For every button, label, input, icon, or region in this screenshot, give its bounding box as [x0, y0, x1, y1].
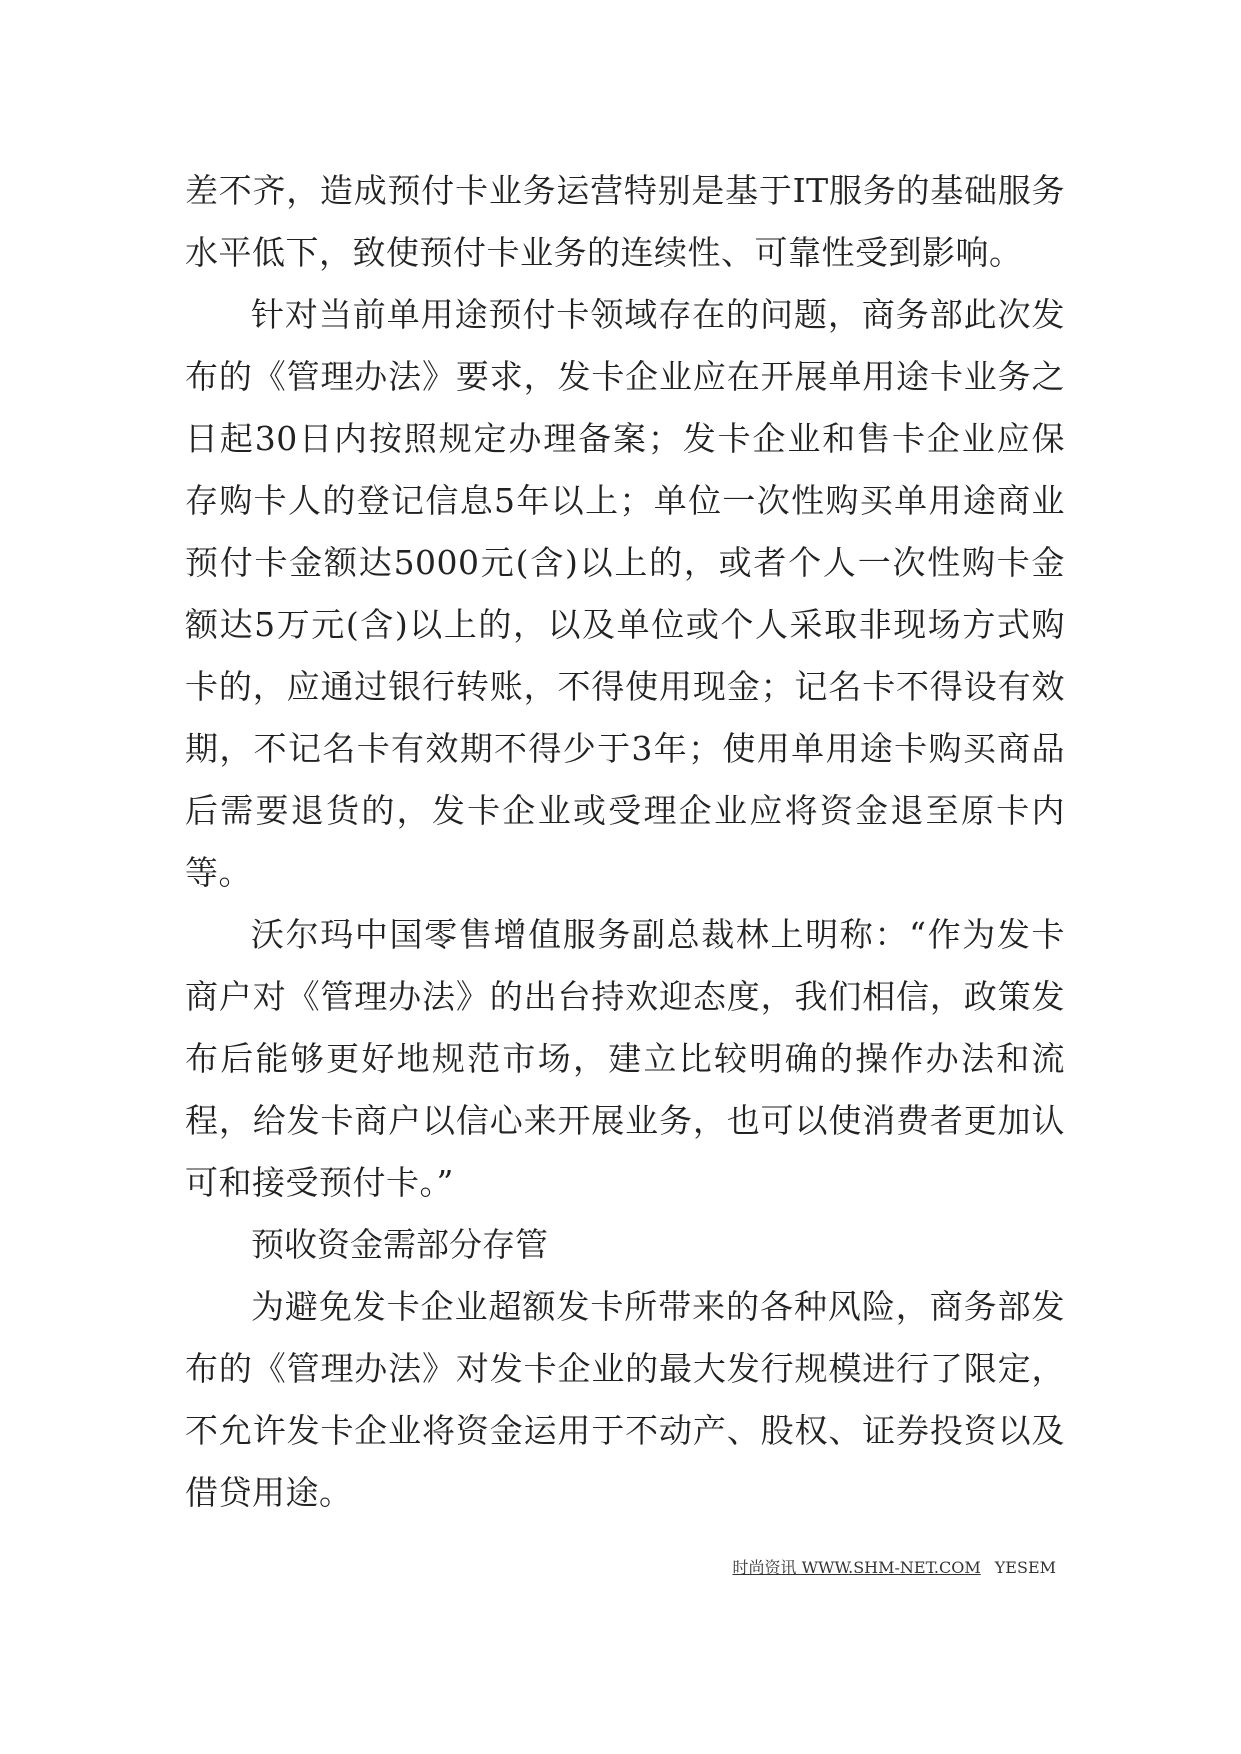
paragraph-continuation: 差不齐，造成预付卡业务运营特别是基于IT服务的基础服务水平低下，致使预付卡业务的连续性、可靠性受到影响。	[185, 171, 1065, 272]
footer-website-link[interactable]: 时尚资讯 WWW.SHM-NET.COM	[732, 1558, 981, 1577]
section-heading: 预收资金需部分存管	[251, 1225, 548, 1264]
paragraph-walmart-quote: 沃尔玛中国零售增值服务副总裁林上明称：“作为发卡商户对《管理办法》的出台持欢迎态度，我们相信，政策发布后能够更好地规范市场，建立比较明确的操作办法和流程，给发卡商户以信心来开展业务，也可以使消费者更加认可和接受预付卡。”	[185, 915, 1065, 1202]
page-footer	[732, 1555, 1056, 1578]
footer-brand: YESEM	[994, 1558, 1056, 1577]
article-body	[185, 160, 1065, 1524]
paragraph-issuance-limits: 为避免发卡企业超额发卡所带来的各种风险，商务部发布的《管理办法》对发卡企业的最大发行规模进行了限定，不允许发卡企业将资金运用于不动产、股权、证券投资以及借贷用途。	[185, 1287, 1065, 1512]
paragraph-regulation-details: 针对当前单用途预付卡领域存在的问题，商务部此次发布的《管理办法》要求，发卡企业应在开展单用途卡业务之日起30日内按照规定办理备案；发卡企业和售卡企业应保存购卡人的登记信息5年以上；单位一次性购买单用途商业预付卡金额达5000元(含)以上的，或者个人一次性购卡金额达5万元(含)以上的，以及单位或个人采取非现场方式购卡的，应通过银行转账，不得使用现金；记名卡不得设有效期，不记名卡有效期不得少于3年；使用单用途卡购买商品后需要退货的，发卡企业或受理企业应将资金退至原卡内等。	[185, 295, 1065, 892]
